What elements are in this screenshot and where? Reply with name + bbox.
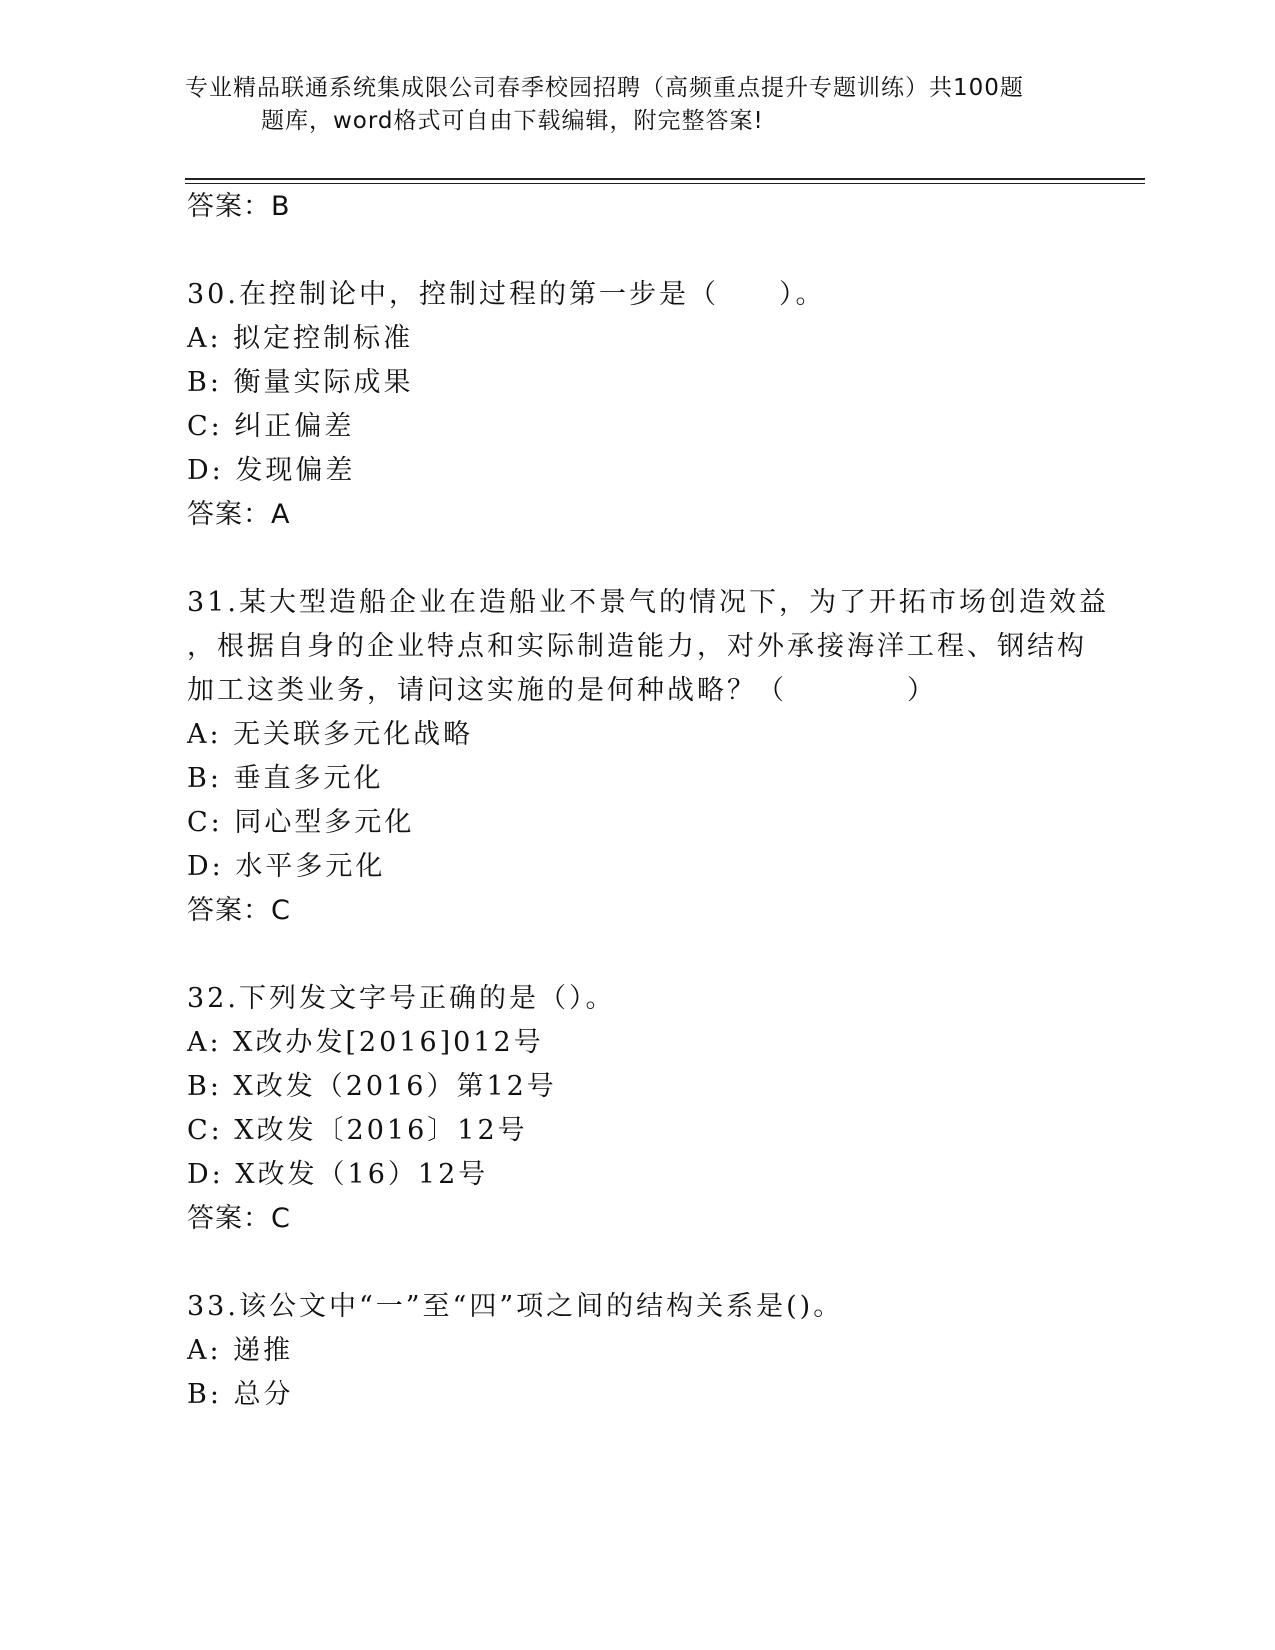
- answer-line: 答案：A: [187, 499, 291, 530]
- option-b: B: 衡量实际成果: [187, 367, 414, 398]
- page-header: [185, 72, 1085, 138]
- question-stem: 加工这类业务，请问这实施的是何种战略？（ ）: [187, 675, 937, 706]
- question-stem: 33.该公文中“一”至“四”项之间的结构关系是()。: [187, 1291, 844, 1322]
- question-stem: 30.在控制论中，控制过程的第一步是（ ）。: [187, 279, 826, 310]
- option-b: B: X改发（2016）第12号: [187, 1071, 557, 1102]
- header-line-2: 题库，word格式可自由下载编辑，附完整答案!: [261, 108, 764, 134]
- option-b: B: 垂直多元化: [187, 763, 384, 794]
- answer-line: 答案：B: [187, 191, 291, 222]
- option-a: A: 递推: [187, 1335, 294, 1366]
- option-a: A: 无关联多元化战略: [187, 719, 474, 750]
- option-c: C: 纠正偏差: [187, 411, 355, 442]
- option-d: D: X改发（16）12号: [187, 1159, 489, 1190]
- option-a: A: X改办发[2016]012号: [187, 1027, 544, 1058]
- option-b: B: 总分: [187, 1379, 294, 1410]
- header-line-1: 专业精品联通系统集成限公司春季校园招聘（高频重点提升专题训练）共100题: [185, 75, 1024, 101]
- question-stem: 32.下列发文字号正确的是（）。: [187, 983, 616, 1014]
- answer-line: 答案：C: [187, 1203, 291, 1234]
- option-c: C: X改发〔2016〕12号: [187, 1115, 528, 1146]
- question-stem: ，根据自身的企业特点和实际制造能力，对外承接海洋工程、钢结构: [187, 631, 1087, 662]
- header-rule-thin: [185, 183, 1145, 184]
- question-stem: 31.某大型造船企业在造船业不景气的情况下，为了开拓市场创造效益: [187, 587, 1109, 618]
- option-d: D: 水平多元化: [187, 851, 386, 882]
- option-c: C: 同心型多元化: [187, 807, 415, 838]
- header-rule-thick: [185, 178, 1145, 180]
- option-a: A: 拟定控制标准: [187, 323, 414, 354]
- answer-line: 答案：C: [187, 895, 291, 926]
- option-d: D: 发现偏差: [187, 455, 356, 486]
